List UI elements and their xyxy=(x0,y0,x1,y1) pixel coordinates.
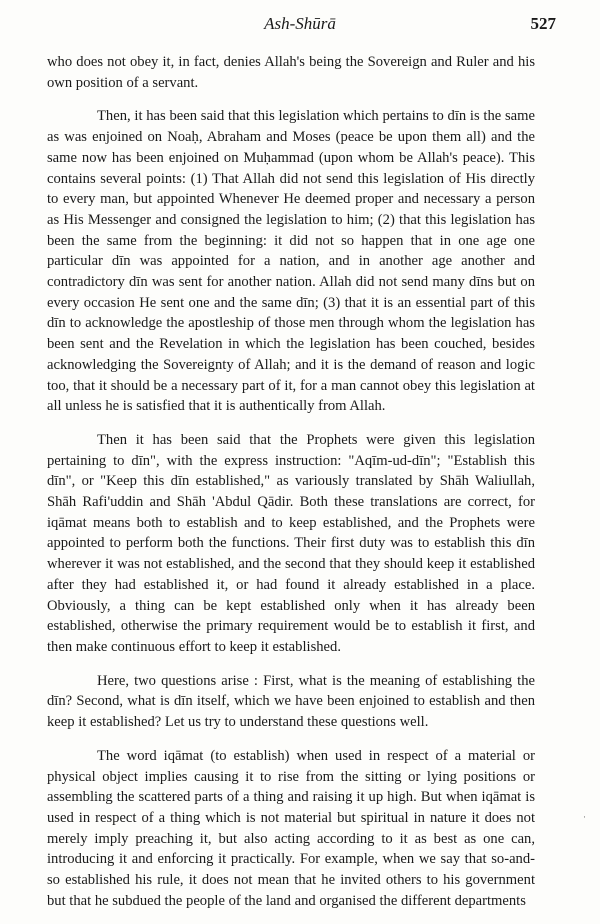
paragraph-5: The word iqāmat (to establish) when used in respect of a material or physical object implies causing it to rise from the sitting or lying positions or assembling the scattered parts of a thing and raising it up high. But when iqāmat is used in respect of a thing which is not material but spiritual in nature it does not merely imply preaching it, but also acting according to it as best as one can, introducing it and enforcing it practically. For example, when we say that so-and-so established his rule, it does not mean that he invited others to his government but that he subdued the people of the land and organised the different departments xyxy=(47,747,535,909)
page-number: 527 xyxy=(530,14,556,33)
paragraph-1: who does not obey it, in fact, denies Allah's being the Sovereign and Ruler and his own position of a servant. xyxy=(47,54,535,91)
paragraph-2: Then, it has been said that this legislation which pertains to dīn is the same as was enjoined on Noaḥ, Abraham and Moses (peace be upon them all) and the same now has been enjoined on Muḥammad (upon whom be Allah's peace). This contains several points: (1) That Allah did not send this legislation of His directly to every man, but appointed Whenever He deemed proper and necessary a person as His Messenger and consigned the legislation to him; (2) that this legislation has been the same from the beginning: it did not so happen that in one age one particular dīn was appointed for a nation, and in another age another and contradictory dīn was sent for another nation. Allah did not send many dīns but on every occasion He sent one and the same dīn; (3) that it is an essential part of this dīn to acknowledge the apostleship of those men through whom the legislation has been sent and the Revelation in which the legislation has been couched, besides acknowledging the Sovereignty of Allah; and it is the demand of reason and logic too, that it should be a necessary part of it, for a man cannot obey this legislation at all unless he is satisfied that it is authentically from Allah. xyxy=(47,108,535,415)
running-title: Ash-Shūrā xyxy=(264,14,336,33)
body-text xyxy=(47,52,535,924)
paragraph-4: Here, two questions arise : First, what is the meaning of establishing the dīn? Second, what is dīn itself, which we have been enjoined to establish and then keep it established? Let us try to understand these questions well. xyxy=(47,672,535,731)
scan-speck: · xyxy=(583,812,586,822)
paragraph-3: Then it has been said that the Prophets were given this legislation pertaining to dīn", with the express instruction: "Aqīm-ud-dīn"; "Establish this dīn", or "Keep this dīn established," as variously translated by Shāh Waliullah, Shāh Rafi'uddin and Shāh 'Abdul Qādir. Both these translations are correct, for iqāmat means both to establish and to keep established, and the Prophets were appointed to perform both the functions. Their first duty was to establish this dīn wherever it was not established, and the second that they should keep it established after they had established it, or had found it already established in a place. Obviously, a thing can be kept established only when it has already been established, otherwise the primary requirement would be to establish it first, and then make continuous effort to keep it established. xyxy=(47,431,535,655)
running-head xyxy=(0,14,600,38)
